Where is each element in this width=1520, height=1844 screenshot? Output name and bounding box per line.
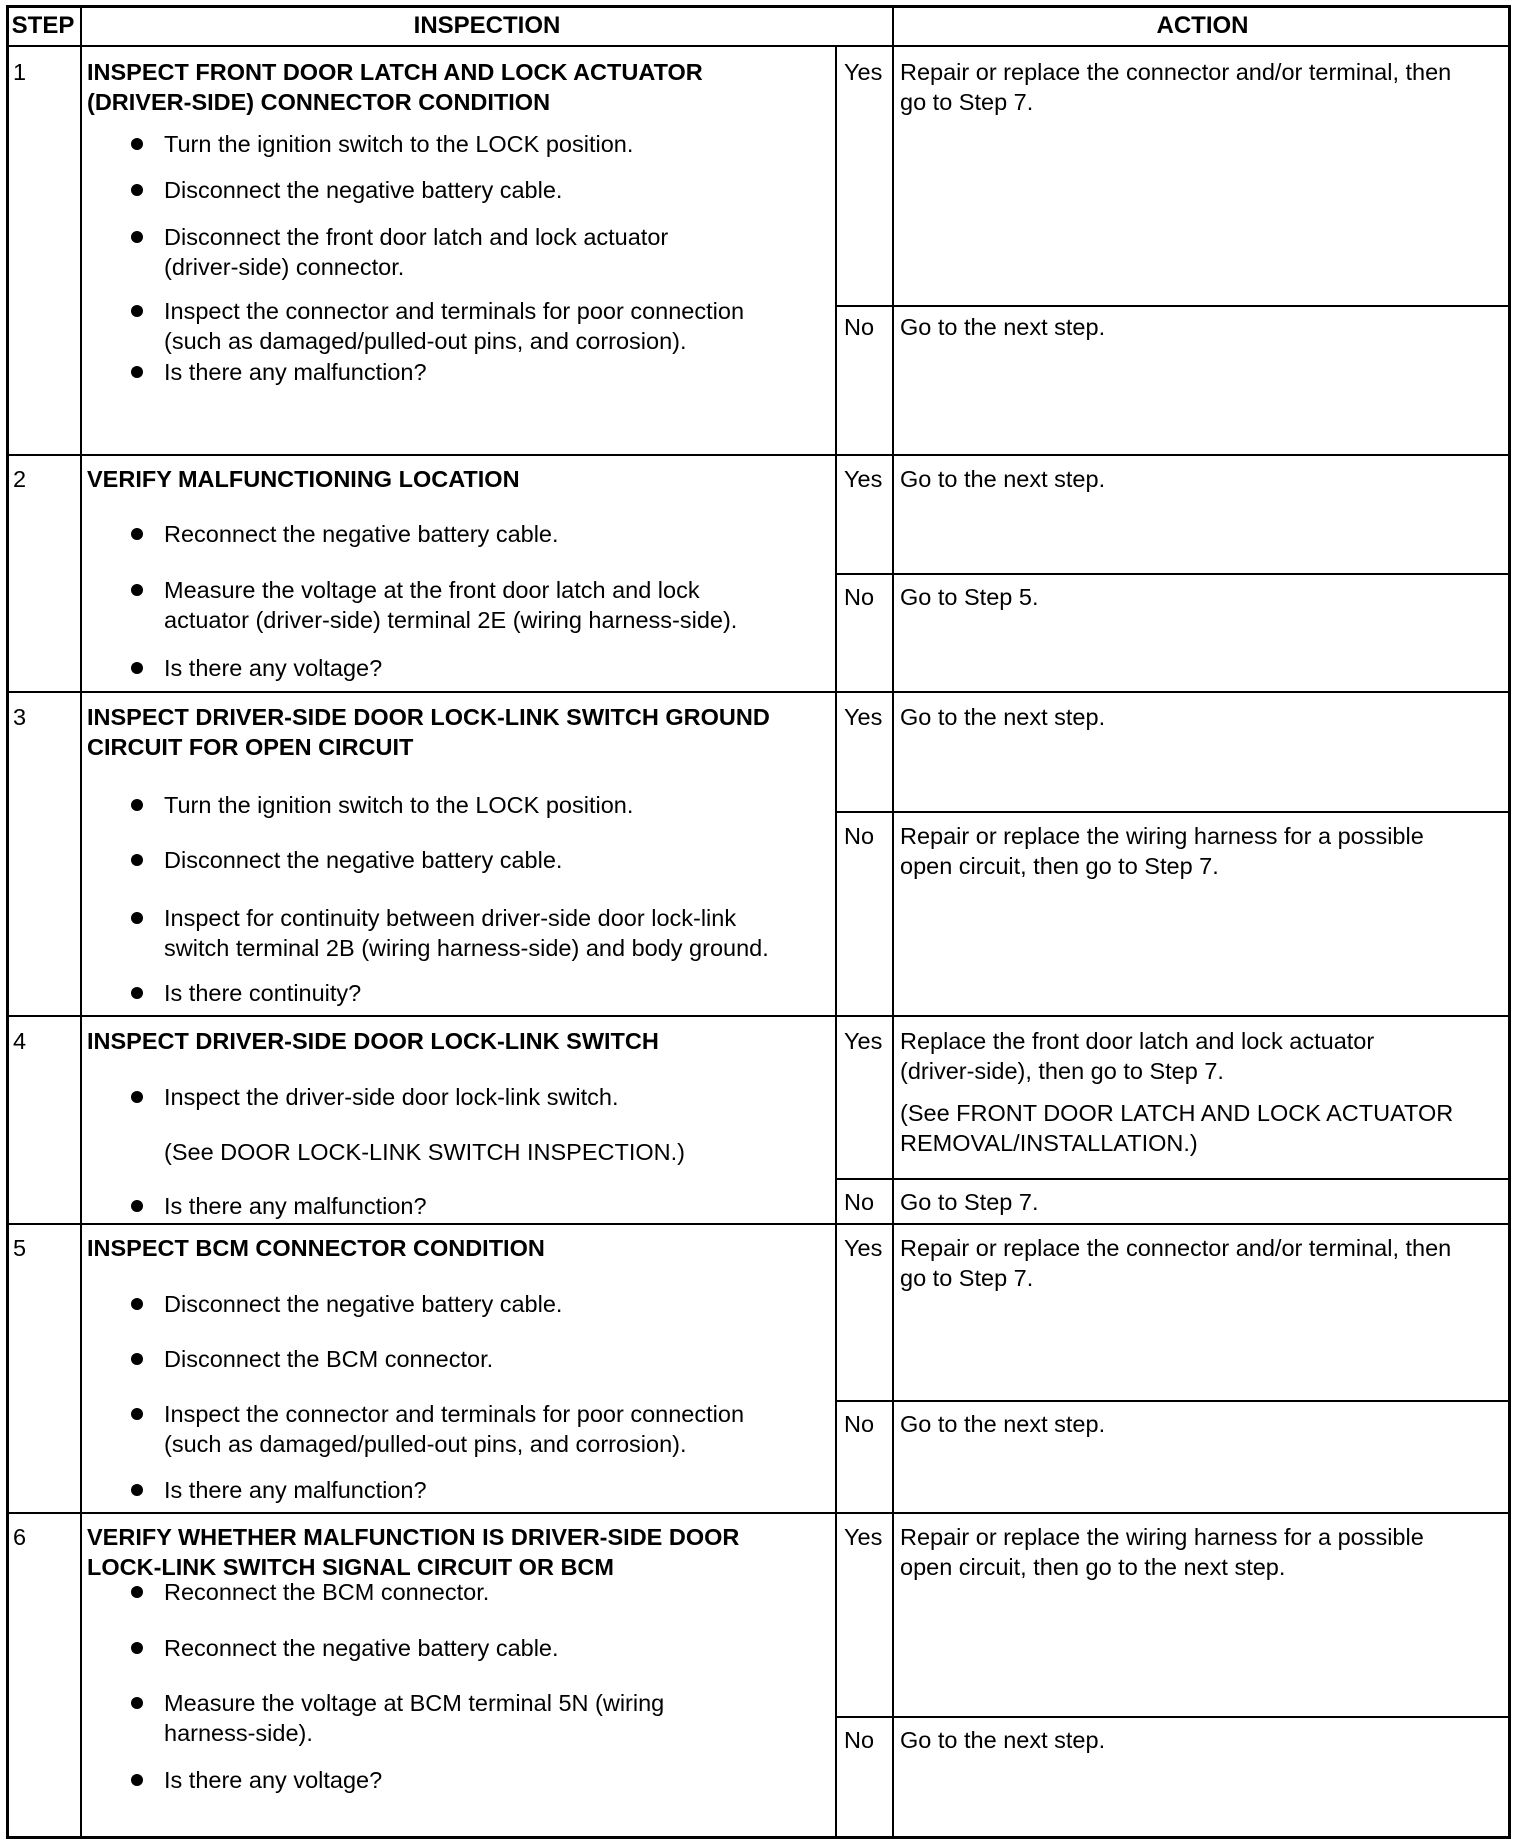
step-title: VERIFY WHETHER MALFUNCTION IS DRIVER-SIDE DOOR xyxy=(87,1524,740,1550)
yes-action-text: open circuit, then go to the next step. xyxy=(900,1554,1286,1580)
bullet-icon xyxy=(131,1408,143,1420)
inspection-item: Inspect the connector and terminals for poor connection xyxy=(164,1401,745,1427)
inspection-item: Inspect the connector and terminals for poor connection xyxy=(164,298,745,324)
inspection-item: Reconnect the negative battery cable. xyxy=(164,1635,559,1661)
bullet-icon xyxy=(131,912,143,924)
step-title: INSPECT DRIVER-SIDE DOOR LOCK-LINK SWITCH xyxy=(87,1028,659,1054)
bullet-icon xyxy=(131,1774,143,1786)
inspection-item: Measure the voltage at the front door latch and lock xyxy=(164,577,700,603)
no-action-text: Go to the next step. xyxy=(900,1727,1106,1753)
bullet-icon xyxy=(131,854,143,866)
inspection-item: Is there any malfunction? xyxy=(164,1477,427,1503)
yes-no-column-divider xyxy=(835,1513,837,1839)
inspection-item: Is there any voltage? xyxy=(164,655,383,681)
step-column-divider xyxy=(80,5,82,1839)
inspection-item: Inspect for continuity between driver-side door lock-link xyxy=(164,905,737,931)
bullet-icon xyxy=(131,1298,143,1310)
bullet-icon xyxy=(131,799,143,811)
bullet-icon xyxy=(131,1642,143,1654)
inspection-item: Is there any malfunction? xyxy=(164,1193,427,1219)
inspection-item: Reconnect the BCM connector. xyxy=(164,1579,490,1605)
header-action: ACTION xyxy=(1156,12,1249,39)
header-inspection: INSPECTION xyxy=(413,12,561,39)
inspection-item: Is there continuity? xyxy=(164,980,362,1006)
yes-action-text: REMOVAL/INSTALLATION.) xyxy=(900,1130,1198,1156)
step-number: 4 xyxy=(13,1028,27,1054)
step-number: 1 xyxy=(13,59,27,85)
inspection-item: Turn the ignition switch to the LOCK position. xyxy=(164,131,634,157)
header-divider xyxy=(6,45,1511,47)
no-action-text: Go to Step 5. xyxy=(900,584,1039,610)
row-divider xyxy=(6,691,1511,693)
yes-action-text: Repair or replace the connector and/or terminal, then xyxy=(900,1235,1452,1261)
step-number: 6 xyxy=(13,1524,27,1550)
action-column-divider xyxy=(892,5,894,1839)
no-action-text: Go to the next step. xyxy=(900,314,1106,340)
yes-no-row-divider xyxy=(835,1178,1511,1180)
header-step: STEP xyxy=(11,12,75,39)
row-divider xyxy=(6,454,1511,456)
row-divider xyxy=(6,1512,1511,1514)
yes-action-text: (driver-side), then go to Step 7. xyxy=(900,1058,1224,1084)
yes-label: Yes xyxy=(844,1028,883,1054)
step-title: (DRIVER-SIDE) CONNECTOR CONDITION xyxy=(87,89,551,115)
no-label: No xyxy=(844,584,875,610)
yes-action-text: go to Step 7. xyxy=(900,1265,1034,1291)
bullet-icon xyxy=(131,1091,143,1103)
step-number: 3 xyxy=(13,704,27,730)
bullet-icon xyxy=(131,987,143,999)
inspection-item: Disconnect the front door latch and lock actuator xyxy=(164,224,669,250)
step-title: INSPECT BCM CONNECTOR CONDITION xyxy=(87,1235,545,1261)
yes-action-text: Repair or replace the connector and/or terminal, then xyxy=(900,59,1452,85)
bullet-icon xyxy=(131,528,143,540)
yes-label: Yes xyxy=(844,466,883,492)
inspection-item: Disconnect the negative battery cable. xyxy=(164,847,563,873)
inspection-item: (driver-side) connector. xyxy=(164,254,405,280)
yes-label: Yes xyxy=(844,1235,883,1261)
inspection-item: (such as damaged/pulled-out pins, and corrosion). xyxy=(164,1431,687,1457)
inspection-item: Disconnect the BCM connector. xyxy=(164,1346,494,1372)
no-label: No xyxy=(844,1411,875,1437)
yes-action-text: Go to the next step. xyxy=(900,466,1106,492)
inspection-item: Turn the ignition switch to the LOCK position. xyxy=(164,792,634,818)
inspection-item: Reconnect the negative battery cable. xyxy=(164,521,559,547)
inspection-item: Disconnect the negative battery cable. xyxy=(164,1291,563,1317)
yes-no-row-divider xyxy=(835,573,1511,575)
bullet-icon xyxy=(131,305,143,317)
yes-no-row-divider xyxy=(835,1400,1511,1402)
yes-action-text: go to Step 7. xyxy=(900,89,1034,115)
step-number: 5 xyxy=(13,1235,27,1261)
yes-action-text: Repair or replace the wiring harness for a possible xyxy=(900,1524,1424,1550)
no-label: No xyxy=(844,1727,875,1753)
step-number: 2 xyxy=(13,466,27,492)
row-divider xyxy=(6,1015,1511,1017)
yes-no-column-divider xyxy=(835,692,837,1016)
yes-label: Yes xyxy=(844,1524,883,1550)
inspection-item: (such as damaged/pulled-out pins, and corrosion). xyxy=(164,328,687,354)
bullet-icon xyxy=(131,138,143,150)
inspection-item: switch terminal 2B (wiring harness-side) and body ground. xyxy=(164,935,769,961)
inspection-item: Disconnect the negative battery cable. xyxy=(164,177,563,203)
step-title: INSPECT FRONT DOOR LATCH AND LOCK ACTUATOR xyxy=(87,59,703,85)
bullet-icon xyxy=(131,1697,143,1709)
bullet-icon xyxy=(131,184,143,196)
step-title: LOCK-LINK SWITCH SIGNAL CIRCUIT OR BCM xyxy=(87,1554,614,1580)
yes-label: Yes xyxy=(844,704,883,730)
inspection-item: Is there any malfunction? xyxy=(164,359,427,385)
bullet-icon xyxy=(131,231,143,243)
step-title: CIRCUIT FOR OPEN CIRCUIT xyxy=(87,734,414,760)
yes-no-column-divider xyxy=(835,45,837,455)
yes-no-row-divider xyxy=(835,811,1511,813)
inspection-item: actuator (driver-side) terminal 2E (wiring harness-side). xyxy=(164,607,738,633)
inspection-item: Measure the voltage at BCM terminal 5N (wiring xyxy=(164,1690,665,1716)
step-title: VERIFY MALFUNCTIONING LOCATION xyxy=(87,466,520,492)
inspection-item: Is there any voltage? xyxy=(164,1767,383,1793)
inspection-item: harness-side). xyxy=(164,1720,313,1746)
inspection-table xyxy=(6,5,1511,1839)
yes-action-text: Replace the front door latch and lock actuator xyxy=(900,1028,1375,1054)
bullet-icon xyxy=(131,1586,143,1598)
no-action-text: open circuit, then go to Step 7. xyxy=(900,853,1219,879)
bullet-icon xyxy=(131,1200,143,1212)
row-divider xyxy=(6,1223,1511,1225)
yes-no-row-divider xyxy=(835,1716,1511,1718)
yes-no-column-divider xyxy=(835,1016,837,1224)
no-label: No xyxy=(844,823,875,849)
yes-label: Yes xyxy=(844,59,883,85)
yes-no-row-divider xyxy=(835,305,1511,307)
bullet-icon xyxy=(131,366,143,378)
no-label: No xyxy=(844,314,875,340)
no-action-text: Repair or replace the wiring harness for a possible xyxy=(900,823,1424,849)
inspection-item: Inspect the driver-side door lock-link switch. xyxy=(164,1084,619,1110)
no-action-text: Go to the next step. xyxy=(900,1411,1106,1437)
bullet-icon xyxy=(131,1353,143,1365)
bullet-icon xyxy=(131,662,143,674)
bullet-icon xyxy=(131,1484,143,1496)
yes-action-text: Go to the next step. xyxy=(900,704,1106,730)
yes-no-column-divider xyxy=(835,1224,837,1513)
no-label: No xyxy=(844,1189,875,1215)
inspection-item: (See DOOR LOCK-LINK SWITCH INSPECTION.) xyxy=(164,1139,685,1165)
yes-action-text: (See FRONT DOOR LATCH AND LOCK ACTUATOR xyxy=(900,1100,1454,1126)
bullet-icon xyxy=(131,584,143,596)
no-action-text: Go to Step 7. xyxy=(900,1189,1039,1215)
step-title: INSPECT DRIVER-SIDE DOOR LOCK-LINK SWITCH GROUND xyxy=(87,704,770,730)
